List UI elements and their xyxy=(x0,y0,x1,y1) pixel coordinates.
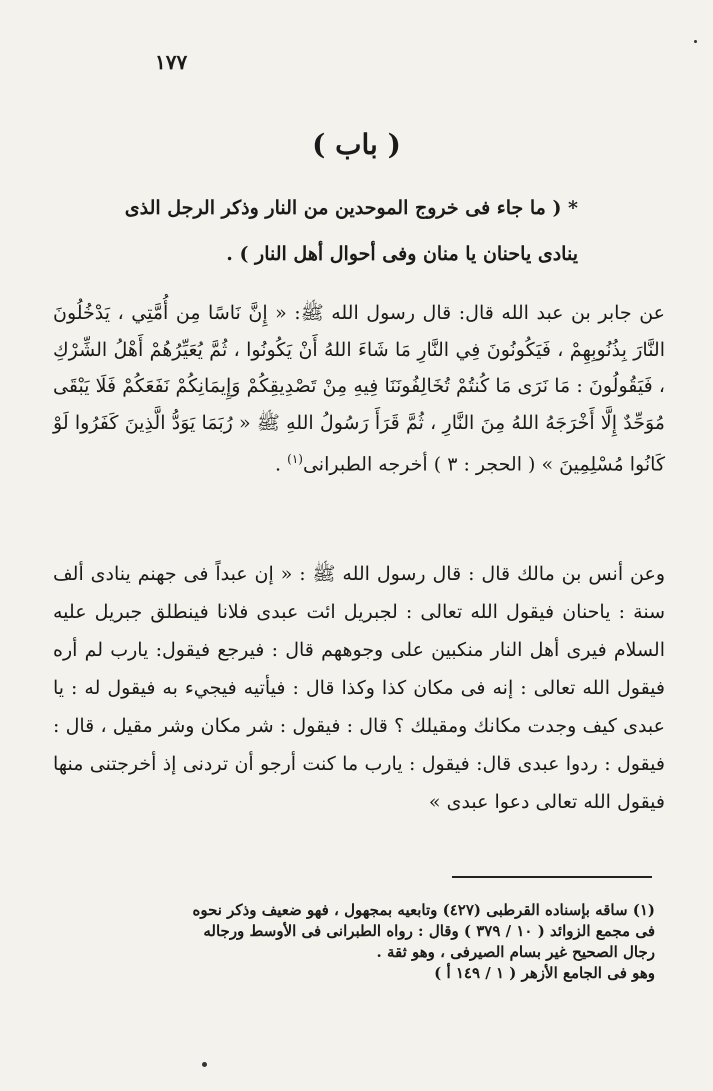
hadith-2-text: وعن أنس بن مالك قال : قال رسول الله ﷺ : « إن عبداً فى جهنم ينادى ألف سنة : ياحنان فيقول الله تعالى : لجبريل ائت عبدى فلانا فينطلق جبريل عليه السلام فيرى أهل النار منكبين على وجوههم قال : فيرجع فيقول: يارب لم أره فيقول الله تعالى : إنه فى مكان كذا وكذا قال : فيأتيه فيجيء به فيقول له : يا عبدى كيف وجدت مكانك ومقيلك ؟ قال : فيقول : شر مكان وشر مقيل ، قال : فيقول : ردوا عبدى قال: فيقول : يارب ما كنت أرجو أن تردنى إذ أخرجتنى منها فيقول الله تعالى دعوا عبدى » xyxy=(53,563,665,813)
footnote-line: فى مجمع الزوائد ( ١٠ / ٣٧٩ ) وقال : رواه الطبرانى فى الأوسط ورجاله xyxy=(203,922,655,940)
footnote-line: وهو فى الجامع الأزهر ( ١ / ١٤٩ أ ) xyxy=(434,964,655,982)
footnote-line: رجال الصحيح غير بسام الصيرفى ، وهو ثقة . xyxy=(376,943,655,961)
print-speck xyxy=(694,40,697,43)
hadith-paragraph-2 xyxy=(53,555,665,821)
page-number: ١٧٧ xyxy=(155,50,188,74)
hadith-1-text: عن جابر بن عبد الله قال: قال رسول الله ﷺ: « إِنَّ نَاسًا مِن أُمَّتِي ، يَدْخُلُونَ النَّارَ بِذُنُوبِهِمْ ، فَيَكُونُونَ فِي النَّارِ مَا شَاءَ اللهُ أَنْ يَكُونُوا ، ثُمَّ يُعَيِّرُهُمْ أَهْلُ الشِّرْكِ ، فَيَقُولُونَ : مَا نَرَى مَا كُنتُمْ تُخَالِفُونَنَا فِيهِ مِنْ تَصْدِيقِكُمْ وَإِيمَانِكُمْ نَفَعَكُمْ فَلَا يَبْقَى مُوَحِّدٌ إِلَّا أَخْرَجَهُ اللهُ مِنَ النَّارِ ، ثُمَّ قَرَأَ رَسُولُ اللهِ ﷺ « رُبَمَا يَوَدُّ الَّذِينَ كَفَرُوا لَوْ كَانُوا مُسْلِمِينَ » ( الحجر : ٣ ) أخرجه الطبرانى xyxy=(53,302,665,476)
footnotes xyxy=(65,900,655,984)
footnote-line: (١) ساقه بإسناده القرطبى (٤٢٧) وتابعيه بمجهول ، فهو ضعيف وذكر نحوه xyxy=(192,901,655,919)
hadith-paragraph-1 xyxy=(53,295,665,483)
chapter-title: ( باب ) xyxy=(312,128,401,161)
hadith-1-end: . xyxy=(275,453,282,476)
footnote-reference: (١) xyxy=(287,452,303,466)
section-heading: * ( ما جاء فى خروج الموحدين من النار وذكر الرجل الذى ينادى ياحنان يا منان وفى أحوال أهل النار ) . xyxy=(124,197,578,265)
print-speck xyxy=(202,1062,207,1067)
footnote-divider xyxy=(452,876,652,878)
